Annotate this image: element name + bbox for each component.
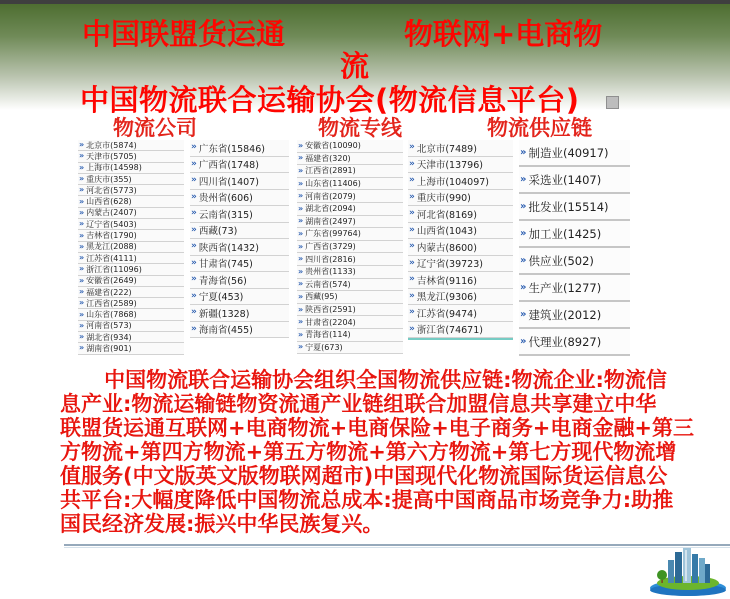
companies-region-list-left — [78, 140, 184, 355]
double-chevron-icon: » — [191, 142, 197, 153]
industry-link[interactable] — [519, 167, 630, 194]
region-link[interactable] — [78, 321, 184, 332]
city-illustration — [648, 538, 728, 596]
region-link[interactable] — [78, 151, 184, 162]
lines-region-list-right — [408, 140, 513, 338]
header-logistics-companies: 物流公司 — [113, 116, 197, 140]
region-link[interactable] — [297, 329, 403, 342]
region-link[interactable] — [78, 253, 184, 264]
double-chevron-icon: » — [298, 317, 304, 327]
companies-region-list-right — [190, 140, 289, 338]
double-chevron-icon: » — [520, 254, 527, 266]
double-chevron-icon: » — [79, 151, 85, 161]
industry-link[interactable] — [519, 248, 630, 275]
double-chevron-icon: » — [520, 200, 527, 212]
region-link[interactable] — [408, 322, 513, 339]
region-link[interactable] — [78, 230, 184, 241]
region-link[interactable] — [297, 203, 403, 216]
region-link[interactable] — [78, 332, 184, 343]
industry-link-label: 加工业(1425) — [528, 226, 602, 241]
double-chevron-icon: » — [409, 224, 415, 235]
double-chevron-icon: » — [520, 281, 527, 293]
region-link-label: 湖北省(2094) — [305, 204, 356, 214]
double-chevron-icon: » — [409, 191, 415, 202]
region-link-label: 北京市(5874) — [86, 140, 137, 150]
region-link[interactable] — [297, 241, 403, 254]
region-link-label: 广西省(3729) — [305, 242, 356, 252]
teal-underline — [408, 338, 513, 340]
region-link[interactable] — [78, 242, 184, 253]
region-link[interactable] — [78, 343, 184, 354]
region-link-label: 贵州省(606) — [198, 193, 253, 205]
region-link-label: 天津市(13796) — [416, 160, 483, 172]
double-chevron-icon: » — [79, 241, 85, 251]
double-chevron-icon: » — [520, 335, 527, 347]
region-link[interactable] — [297, 178, 403, 191]
region-link-label: 河南省(573) — [86, 321, 132, 331]
region-link[interactable] — [78, 298, 184, 309]
region-link-label: 四川省(1407) — [198, 176, 259, 188]
region-link[interactable] — [190, 173, 289, 190]
double-chevron-icon: » — [191, 175, 197, 186]
region-link-label: 云南省(574) — [305, 279, 351, 289]
region-link-label: 山东省(7868) — [86, 310, 137, 320]
region-link[interactable] — [190, 140, 289, 157]
region-link-label: 北京市(7489) — [416, 143, 477, 155]
region-link-label: 吉林省(1790) — [86, 231, 137, 241]
region-link[interactable] — [408, 206, 513, 223]
paragraph-line: 国民经济发展:振兴中华民族复兴。 — [60, 512, 384, 536]
region-link[interactable] — [297, 253, 403, 266]
double-chevron-icon: » — [79, 162, 85, 172]
region-link[interactable] — [78, 219, 184, 230]
region-link[interactable] — [190, 157, 289, 174]
double-chevron-icon: » — [409, 290, 415, 301]
double-chevron-icon: » — [191, 290, 197, 301]
double-chevron-icon: » — [298, 304, 304, 314]
double-chevron-icon: » — [79, 207, 85, 217]
industry-link[interactable] — [519, 275, 630, 302]
region-link[interactable] — [408, 272, 513, 289]
banner — [0, 4, 730, 117]
double-chevron-icon: » — [298, 178, 304, 188]
region-link[interactable] — [408, 256, 513, 273]
region-link-label: 西藏(95) — [305, 292, 338, 302]
region-link[interactable] — [78, 287, 184, 298]
region-link[interactable] — [190, 206, 289, 223]
region-link-label: 黑龙江(9306) — [416, 292, 477, 304]
double-chevron-icon: » — [191, 208, 197, 219]
paragraph-line: 值服务(中文版英文版物联网超市)中国现代化物流国际货运信息公 — [60, 464, 668, 488]
region-link[interactable] — [297, 190, 403, 203]
region-link-label: 湖北省(934) — [86, 332, 132, 342]
double-chevron-icon: » — [298, 153, 304, 163]
double-chevron-icon: » — [298, 342, 304, 352]
industry-link[interactable] — [519, 221, 630, 248]
region-link-label: 湖南省(901) — [86, 344, 132, 353]
region-link-label: 广西省(1748) — [198, 160, 259, 172]
bottom-divider — [64, 544, 730, 546]
region-link[interactable] — [297, 140, 403, 153]
region-link[interactable] — [297, 216, 403, 229]
region-link-label: 重庆市(990) — [416, 193, 471, 205]
scrollbar-fragment[interactable] — [606, 96, 619, 109]
region-link[interactable] — [78, 163, 184, 174]
region-link[interactable] — [297, 279, 403, 292]
region-link-label: 河南省(2079) — [305, 191, 356, 201]
region-link[interactable] — [408, 190, 513, 207]
region-link-label: 云南省(315) — [198, 209, 253, 221]
double-chevron-icon: » — [298, 228, 304, 238]
region-link-label: 贵州省(1133) — [305, 267, 356, 277]
region-link-label: 上海市(104097) — [416, 176, 490, 188]
industry-link-label: 制造业(40917) — [528, 145, 609, 160]
region-link[interactable] — [78, 208, 184, 219]
double-chevron-icon: » — [520, 308, 527, 320]
region-link[interactable] — [297, 228, 403, 241]
double-chevron-icon: » — [79, 275, 85, 285]
industry-link-label: 批发业(15514) — [528, 199, 609, 214]
double-chevron-icon: » — [79, 343, 85, 353]
double-chevron-icon: » — [298, 329, 304, 339]
industry-link[interactable] — [519, 302, 630, 329]
double-chevron-icon: » — [409, 158, 415, 169]
region-link[interactable] — [78, 309, 184, 320]
region-link-label: 陕西省(1432) — [198, 242, 259, 254]
industry-link[interactable] — [519, 329, 630, 356]
double-chevron-icon: » — [298, 266, 304, 276]
region-link[interactable] — [78, 185, 184, 196]
double-chevron-icon: » — [409, 323, 415, 334]
double-chevron-icon: » — [520, 173, 527, 185]
region-link-label: 浙江省(74671) — [416, 325, 483, 337]
double-chevron-icon: » — [79, 196, 85, 206]
banner-title-wrap: 流 — [340, 49, 370, 83]
industry-link-label: 生产业(1277) — [528, 280, 602, 295]
region-link[interactable] — [408, 239, 513, 256]
region-link-label: 安徽省(10090) — [305, 141, 361, 151]
header-supply-chain: 物流供应链 — [487, 116, 592, 140]
region-link[interactable] — [297, 291, 403, 304]
region-link-label: 安徽省(2649) — [86, 276, 137, 286]
industry-link-label: 代理业(8927) — [528, 334, 602, 349]
paragraph-line: 息产业:物流运输链物资流通产业链组联合加盟信息共享建立中华 — [60, 392, 657, 416]
region-link-label: 甘肃省(2204) — [305, 317, 356, 327]
double-chevron-icon: » — [79, 309, 85, 319]
region-link[interactable] — [78, 264, 184, 275]
industry-link[interactable] — [519, 140, 630, 167]
double-chevron-icon: » — [79, 140, 85, 150]
region-link-label: 福建省(222) — [86, 287, 132, 297]
region-link[interactable] — [297, 266, 403, 279]
double-chevron-icon: » — [520, 227, 527, 239]
double-chevron-icon: » — [79, 253, 85, 263]
region-link[interactable] — [190, 322, 289, 339]
double-chevron-icon: » — [298, 140, 304, 150]
double-chevron-icon: » — [191, 191, 197, 202]
region-link-label: 辽宁省(39723) — [416, 259, 483, 271]
double-chevron-icon: » — [409, 241, 415, 252]
double-chevron-icon: » — [298, 216, 304, 226]
region-link-label: 山东省(11406) — [305, 179, 361, 189]
double-chevron-icon: » — [409, 257, 415, 268]
double-chevron-icon: » — [79, 219, 85, 229]
region-link[interactable] — [408, 223, 513, 240]
region-link[interactable] — [408, 289, 513, 306]
region-link-label: 新疆(1328) — [198, 308, 250, 320]
double-chevron-icon: » — [79, 332, 85, 342]
region-link[interactable] — [190, 289, 289, 306]
region-link-label: 江苏省(4111) — [86, 253, 137, 263]
region-link[interactable] — [190, 239, 289, 256]
region-link-label: 青海省(114) — [305, 330, 351, 340]
supply-chain-list — [519, 140, 630, 356]
bottom-divider-light — [64, 547, 730, 548]
industry-link[interactable] — [519, 194, 630, 221]
banner-title-left: 中国联盟货运通 — [82, 17, 286, 51]
region-link[interactable] — [297, 316, 403, 329]
paragraph-line: 共平台:大幅度降低中国物流总成本:提高中国商品市场竞争力:助推 — [60, 488, 674, 512]
region-link-label: 吉林省(9116) — [416, 275, 477, 287]
double-chevron-icon: » — [298, 254, 304, 264]
double-chevron-icon: » — [520, 146, 527, 158]
region-link-label: 黑龙江(2088) — [86, 242, 137, 252]
region-link-label: 江苏省(9474) — [416, 308, 477, 320]
industry-link-label: 建筑业(2012) — [528, 307, 602, 322]
region-link-label: 西藏(73) — [198, 226, 238, 238]
double-chevron-icon: » — [191, 158, 197, 169]
region-link[interactable] — [190, 305, 289, 322]
region-link-label: 内蒙古(2407) — [86, 208, 137, 218]
region-link-label: 海南省(455) — [198, 325, 253, 337]
region-link[interactable] — [297, 153, 403, 166]
double-chevron-icon: » — [79, 174, 85, 184]
region-link-label: 重庆市(355) — [86, 174, 132, 184]
paragraph-line: 方物流+第四方物流+第五方物流+第六方物流+第七方现代物流增 — [60, 440, 677, 464]
region-link-label: 山西省(628) — [86, 197, 132, 207]
region-link[interactable] — [190, 190, 289, 207]
header-logistics-lines: 物流专线 — [318, 116, 402, 140]
region-link[interactable] — [408, 173, 513, 190]
region-link[interactable] — [408, 157, 513, 174]
region-link-label: 天津市(5705) — [86, 151, 137, 161]
double-chevron-icon: » — [409, 307, 415, 318]
region-link-label: 内蒙古(8600) — [416, 242, 477, 254]
double-chevron-icon: » — [409, 208, 415, 219]
banner-subtitle: 中国物流联合运输协会(物流信息平台) — [80, 83, 580, 117]
double-chevron-icon: » — [191, 274, 197, 285]
region-link-label: 山西省(1043) — [416, 226, 477, 238]
double-chevron-icon: » — [298, 191, 304, 201]
region-link-label: 宁夏(453) — [198, 292, 244, 304]
region-link-label: 四川省(2816) — [305, 254, 356, 264]
double-chevron-icon: » — [191, 323, 197, 334]
double-chevron-icon: » — [191, 241, 197, 252]
paragraph-line: 中国物流联合运输协会组织全国物流供应链:物流企业:物流信 — [104, 368, 667, 392]
double-chevron-icon: » — [79, 185, 85, 195]
region-link-label: 辽宁省(5403) — [86, 219, 137, 229]
region-link-label: 宁夏(673) — [305, 342, 343, 352]
banner-title-right: 物联网+电商物 — [404, 17, 603, 51]
double-chevron-icon: » — [409, 142, 415, 153]
region-link[interactable] — [408, 305, 513, 322]
region-link-label: 河北省(8169) — [416, 209, 477, 221]
region-link[interactable] — [78, 174, 184, 185]
lines-region-list-left — [297, 140, 403, 354]
industry-link-label: 采选业(1407) — [528, 172, 602, 187]
region-link-label: 青海省(56) — [198, 275, 247, 287]
double-chevron-icon: » — [79, 298, 85, 308]
region-link[interactable] — [190, 256, 289, 273]
paragraph-line: 联盟货运通互联网+电商物流+电商保险+电子商务+电商金融+第三 — [60, 416, 694, 440]
industry-link-label: 供应业(502) — [528, 253, 594, 268]
region-link-label: 江西省(2891) — [305, 166, 356, 176]
region-link-label: 江西省(2589) — [86, 298, 137, 308]
double-chevron-icon: » — [79, 264, 85, 274]
region-link[interactable] — [78, 276, 184, 287]
region-link-label: 甘肃省(745) — [198, 259, 253, 271]
region-link-label: 浙江省(11096) — [86, 264, 142, 274]
region-link-label: 河北省(5773) — [86, 185, 137, 195]
double-chevron-icon: » — [298, 241, 304, 251]
double-chevron-icon: » — [298, 279, 304, 289]
region-link-label: 广东省(15846) — [198, 143, 265, 155]
double-chevron-icon: » — [298, 165, 304, 175]
region-link[interactable] — [78, 140, 184, 151]
region-link[interactable] — [297, 165, 403, 178]
region-link-label: 湖南省(2497) — [305, 216, 356, 226]
double-chevron-icon: » — [79, 320, 85, 330]
region-link[interactable] — [190, 272, 289, 289]
region-link-label: 福建省(320) — [305, 153, 351, 163]
region-link[interactable] — [297, 342, 403, 355]
double-chevron-icon: » — [79, 287, 85, 296]
region-link-label: 上海市(14598) — [86, 163, 142, 173]
region-link[interactable] — [297, 304, 403, 317]
double-chevron-icon: » — [298, 203, 304, 213]
region-link[interactable] — [78, 196, 184, 207]
region-link-label: 广东省(99764) — [305, 229, 361, 239]
double-chevron-icon: » — [409, 274, 415, 285]
description-paragraph — [60, 368, 700, 536]
region-link[interactable] — [190, 223, 289, 240]
double-chevron-icon: » — [191, 307, 197, 318]
double-chevron-icon: » — [409, 175, 415, 186]
region-link[interactable] — [408, 140, 513, 157]
double-chevron-icon: » — [191, 257, 197, 268]
double-chevron-icon: » — [191, 224, 197, 235]
double-chevron-icon: » — [79, 230, 85, 240]
region-link-label: 陕西省(2591) — [305, 305, 356, 315]
double-chevron-icon: » — [298, 291, 304, 301]
